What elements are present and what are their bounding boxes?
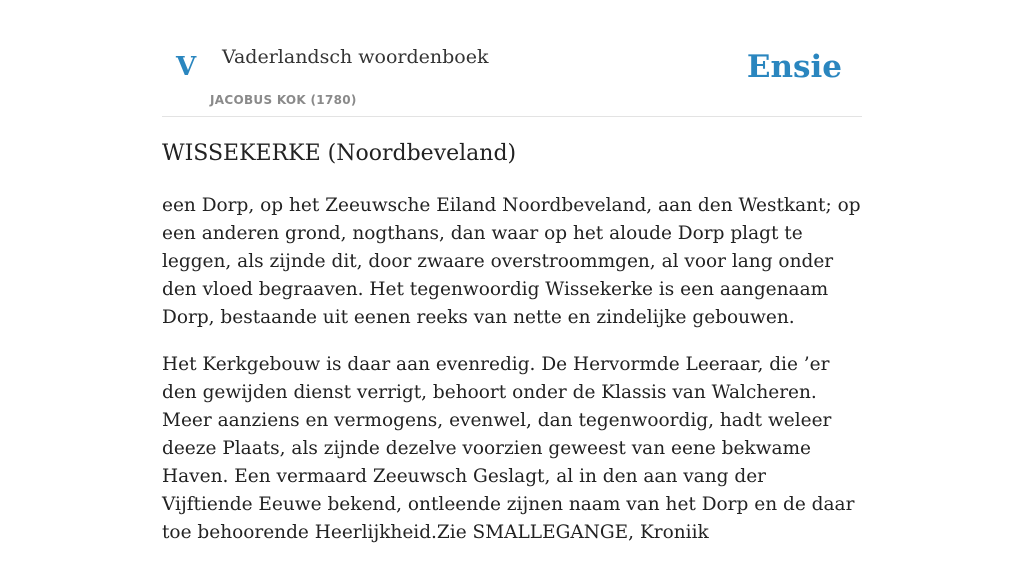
ensie-logo-link[interactable]: Ensie <box>746 49 842 85</box>
entry-title: WISSEKERKE (Noordbeveland) <box>162 141 517 166</box>
entry-paragraph: Het Kerkgebouw is daar aan evenredig. De Hervormde Leeraar, die ’er den gewijden dienst verrigt, behoort onder de Klassis van Walcheren. Meer aanziens en vermogens, evenwel, dan tegenwoordig, hadt weleer deeze Plaats, als zijnde dezelve voorzien geweest van eene bekwame Haven. Een vermaard Zeeuwsch Geslagt, al in den aan vang der Vijftiende Eeuwe bekend, ontleende zijnen naam van het Dorp en de daar toe behoorende Heerlijkheid.Zie SMALLEGANGE, Kroniik <box>162 354 855 543</box>
book-logo-link[interactable]: V <box>176 52 197 82</box>
entry-body <box>162 192 862 566</box>
entry-paragraph: een Dorp, op het Zeeuwsche Eiland Noordbeveland, aan den Westkant; op een anderen grond, nogthans, dan waar op het aloude Dorp plagt te leggen, als zijnde dit, door zwaare overstroommgen, al voor lang onder den vloed begraaven. Het tegenwoordig Wissekerke is een aangenaam Dorp, bestaande uit eenen reeks van nette en zindelijke gebouwen. <box>162 195 861 328</box>
site-header <box>162 0 862 117</box>
book-author: JACOBUS KOK (1780) <box>210 93 357 107</box>
book-title-link[interactable]: Vaderlandsch woordenboek <box>222 46 489 68</box>
